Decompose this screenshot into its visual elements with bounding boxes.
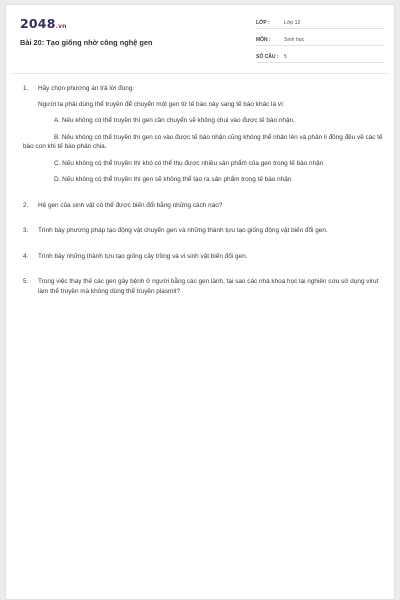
meta-row-question-count bbox=[256, 51, 384, 63]
question-text: Trình bày những thành tựu tạo giống cây trồng và vi sinh vật biến đổi gen. bbox=[38, 252, 248, 260]
question-number: 5. bbox=[23, 278, 29, 285]
question-item bbox=[23, 252, 383, 262]
lesson-title: Bài 20: Tạo giống nhờ công nghệ gen bbox=[20, 38, 153, 47]
question-text: Hệ gen của sinh vật có thể được biến đổi bằng những cách nào? bbox=[38, 201, 223, 209]
meta-value: Sinh học bbox=[284, 37, 305, 43]
answer-option: A. Nếu không có thể truyền thì gen cần chuyển sẽ không chui vào được tế bào nhận. bbox=[54, 117, 295, 124]
question-number: 1. bbox=[23, 85, 29, 92]
question-item bbox=[23, 84, 383, 185]
question-text: Trình bày phương pháp tạo động vật chuyển gen và những thành tựu tạo giống động vật biến đổi gen. bbox=[38, 227, 328, 234]
question-item bbox=[23, 277, 383, 296]
worksheet-page bbox=[5, 4, 395, 600]
header-divider bbox=[11, 73, 389, 74]
question-number: 2. bbox=[23, 201, 29, 209]
meta-row-subject bbox=[256, 34, 384, 46]
question-item bbox=[23, 201, 383, 211]
question-list bbox=[23, 84, 383, 296]
site-logo[interactable] bbox=[20, 16, 67, 31]
meta-value: Lớp 12 bbox=[284, 20, 301, 26]
meta-label: SỐ CÂU : bbox=[256, 54, 279, 60]
meta-label: LỚP : bbox=[256, 20, 270, 26]
answer-option: C. Nếu không có thể truyền thì khó có thể thu được nhiều sản phẩm của gen trong tế bào nhận. bbox=[54, 159, 326, 167]
meta-label: MÔN : bbox=[256, 37, 271, 43]
logo-suffix: .vn bbox=[55, 23, 67, 30]
answer-option: B. Nếu không có thể truyền thì gen có vào được tế bào nhận cũng không thể nhân lên và phân li đồng đều về các tế bào con khi tế bào phân chia. bbox=[23, 133, 383, 150]
answer-option: D. Nếu không có thể truyền thì gen sẽ không thể tạo ra sản phẩm trong tế bào nhận. bbox=[54, 176, 294, 183]
worksheet-meta bbox=[256, 17, 384, 68]
question-item bbox=[23, 226, 383, 236]
question-number: 3. bbox=[23, 227, 29, 234]
question-text: Hãy chọn phương án trả lời đúng. bbox=[38, 85, 135, 92]
question-text: Trong việc thay thế các gen gây bệnh ở người bằng các gen lành, tại sao các nhà khoa học lại nghiên cứu sử dụng virut làm thể truyền mà không dùng thể truyền plasmit? bbox=[38, 278, 379, 295]
worksheet-header bbox=[6, 5, 394, 65]
meta-row-class bbox=[256, 17, 384, 29]
meta-value: 5 bbox=[284, 54, 287, 60]
question-stem: Người ta phải dùng thể truyền để chuyển một gen từ tế bào này sang tế bào khác là vì: bbox=[38, 100, 285, 108]
question-number: 4. bbox=[23, 252, 29, 260]
logo-text: 2048 bbox=[20, 16, 56, 31]
